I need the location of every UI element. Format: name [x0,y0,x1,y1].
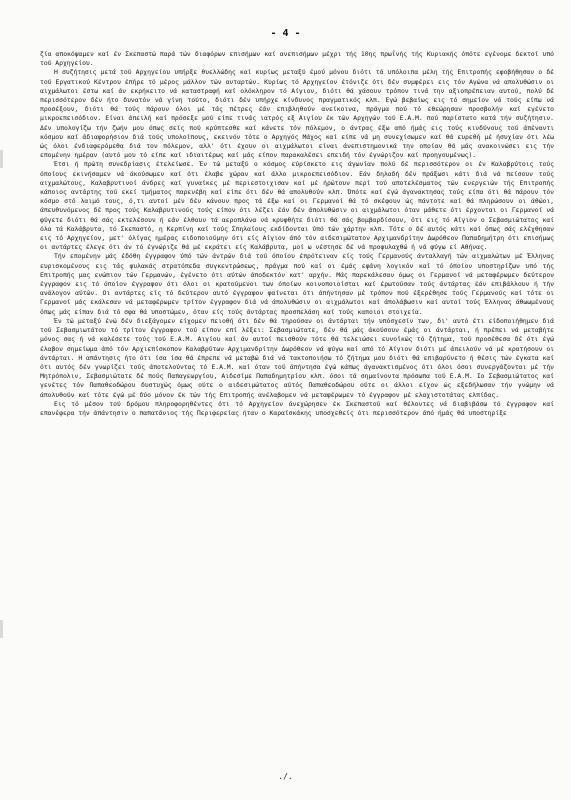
paragraph: Εις τό μέσον τού δρόμου πληροφορηθέντες ότι τό Αρχηγείον άνεχώρησεν έκ Σκεπαστού καί θέλοντες νά διαβιβάσω τό έγγραφον καί επανέφερα τήν άπάντησιν ο παπατάνιος τής Περιφερείας ήταν ο Καραϊσκάκης υποσχεθείς ότι περισσότερον άπό ήμάς θά υποστηρίξε [40,399,554,417]
paragraph: ζία αποκόψαμεν καί έν Σκεπαστώ παρά τών διαφόρων επισήμων καί ανεπισήμων μέχρι τής 10ης πρωΐνής τής Κυριακής όπότε εγένομε δεκτοί υπό τού Αρχηγείου. [40,50,554,68]
page-edge-mark [0,150,3,168]
paragraph: Η συζήτησις μετά τού Αρχηγείου υπήρξε θυελλώδης καί κυρίως μεταξύ έμού μόνου διότι τά υπόλοιπα μέλη τής Επιτροπής εφοβήθησαν ο δέ τού Εργατικού Κέντρου έπήρε τό μέρος μάλλον τών ανταρτών. Κυρίως τό Αρχηγείον έτόνιζε ότι δέν συμφέρει εις τόν Αγώνα νά απολυθώσιν οι αιχμάλωτοι έστω καί άν εκρήκειτο νά καταστραφή καί ολόκληρον τό Αίγιον, διότι θά χάσουν τρόπον τινά την αξιοπρέπειαν αυτού, πολύ δέ περισσότερον δέν ήτο δυνατόν νά γίνη τούτο, διότι δέν υπήρχε κίνδυνος πραγματικός κλπ. Εγώ βεβαίως εις τό σημείον νά τούς είπω νά προσέξουν, διότι θά τούς πάρουν όλοι μέ τάς πέτρες έάν επιβληθούν ανείκοινα, πράγμα πού τό εθεώρησαν προσβολήν καί εγένετο μικροεπεισόδιον. Είναι άπειλή καί πρόσεξε μού είπε τινάς ιατρός εξ Αιγίου έκ τών Αρχηγών τού Ε.Α.Μ. πού παρίστατο κατά τήν συζήτησιν. Δέν υπολογίζω τήν ζωήν μου όπως σείς πού κρύπτεσθε καί κάνετε τόν πόλεμον, ο άντρας έξω από ήμάς εις τούς κινδύνους τού άπέναντι κόσμου καί άδιαφορήσιον διά τούς υπολοίπους, εκεινόν τότε ο Αρχηγός Μάχος καί είπε νά μη συνεχίσωμεν καί θά ευρεθή μέ ήσυχίαν ότι λέω ώς όλοι ένδιαφερόμεθα διά τον πόλεμον, αλλ' ότι έχουν οι αιχμάλωτοι είναι άνεπιστημονικά την οποίαν θά μάς ανακοινώσει εις τήν επομένην ημέραν (αυτό μου τό είπε καί ιδιαιτέρως καί μάς είπον παρακαλέσει επειδή τόν έγνώριζον καί προηγουμένως). [40,68,554,160]
page-edge-mark [0,620,3,638]
paragraph: Έτσι ή πρώτη συνεδρίασις έτελείωσε. Έν τώ μεταξύ ο κόσμος εύρίσκετο εις άγωνίαν πολύ δέ περισσότερον οι έν Καλαβρύτοις τούς όποίους εκινήσαμεν νά άκούσωμεν καί ότι έλαβε χώραν καί άλλο μικροεπεισόδιον. Εάν δηλαδή δέν πράξωσι κάτι διά νά πείσουν τούς αιχμαλώτους, Καλαβρυτινοί άνδρες καί γυναίκες μέ περιεστοιχισαν καί μέ ήρώτουν περί τού αποτελέσματος τών ενεργειών τής Επιτροπής κάποιος αντάρτης τού εκεί τμήματος παρενέβη καί είπε ότι δέν θά απολυθούν κλπ. Όπότε καί έγώ άγανακτησας τούς είπα ότι θά πάρουν τόν κόσμο στό λαιμό τους, ό,τι αυτοί μέν δέν κάνουν προς τά έξω καί οι Γερμανοί θά τό σκέφουν ώς πάντοτε καί θά πληρώσουν οι άθώοι, άπευθυνόμενος δέ προς τούς Καλαβρυτινούς τούς είπον ότι λέζει έάν δέν άπολυθώσιν οι αιχμάλωτοι όταν μάθετε ότι έρχονται οι Γερμανοί νά φύγετε διότι θά σάς εκτελέσουν ή εάν έλθουν τά αεροπλάνα νά κρυφθήτε διότι θά σάς βομβαρδίσουν, ότι εις τό Αίγιον ο Σεβασμιώτατος καί όλα τά Καλάβρυτα, τό Σκεπαστό, η Κερπίνη καί τούς Σπηλαίους εκδίδονται ύπό τών χάρτην κλπ. Τότε ο δέ αυτός κάτι καί όπως σάς ελέχθησαν εις τό Αρχηγείον, μετ' όλίγας ημέρας ειδοποιούμην ότι είς Αίγιον άπό τόν αιδεσιμώτατον Αρχιμανδρίτην Δωρόθεον Παπαδημήτρη ότι επισήμως οι αντάρτες έλεγε ότι άν τό έγνώριζε θά μέ εκράτει είς Καλάβρυτα, μοί ω νέστησε δέ νά προφυλαχθώ ή νά φύγω εί Αθήνας. [40,160,554,252]
document-body [40,50,554,418]
paragraph: Τήν επομένην μάς έδόθη έγγραφον ύπό τών άντρών διά τού όποίου έπρότειναν είς τούς Γερμανούς άνταλλαγή τών αιχμαλώτων μέ Έλληνας ευρισκομένους εις τάς φυλακάς στρατόπεδα συγκεντρώσεως, πράγμα πού καί οι έμάς εφάνη λογικόν καί τό όποίον υποστηρίζων υπό τής Επιτροπής μας ενώπιον τών Γερμανών, έγένετο ότι αύτών άποδεκτόν κατ' αρχήν. Μάς παρεκάλεσαν όμως οι Γερμανοί νά μεταφέρωμεν δεύτερον έγγραφον εις τό όποίον έγγραφον ότι όλοι οι κρατούμενοι των όποίων κοινοποιοίσται καί έρωτούσαν τούς άντάρτας έάν επιβάλλουν ή τήν ανάλογον αύτών. Οι αντάρτες είς τό δεύτερον αυτό έγγραφον φαίνεται ότι άπήντησαν μέ τρόπον πού έξερέθησε τούς Γερμανούς καί τότε οι Γερμανοί μάς εκάλεσαν νά μεταφέρωμεν τρίτον έγγραφον διά νά άπολυθώσιν οι αιχμάλωτοι καί άπολάβωσιν καί αυτοί τούς Έλληνας άθωωμένους όπως μάς είπαν διά τό σφα θά υποστώμεν, όταν είς τούς άντάρτας προσπελάση καί τούς καποιοι στοιχεία. [40,252,554,316]
paragraph: Έν τώ μεταξύ ένώ δέν διεξάγομεν είχομεν πειοθή ότι δέν θά τηρούσαν οι άντάρται τήν υπόσχεσίν των, δι' αυτό έτι είδοποιήθημεν διά τού Σεβασμιωτάτου τό τρίτον έγγραφον τού είπον επί λέξει: Σεβασμιώτατε, δέν θά μάς άκούσουν έμάς οι άντάρται, ή πρέπει νά μεταβήτε μόνος σας ή νά καλέσετε τούς τού Ε.Α.Μ. Αιγίου καί άν αυτοί πεισθούν τότε θά τελειώσει ευνοϊκώς τό ζήτημα, τού προσέθεσα δέ ότι έγώ έλαβον σημείωμα άπό τόν Αρχιεπίσκοπον Καλαβρύτων Αρχιμανδρίτην Δωρόθεον νά φύγω καί από τό Αίγιον διότι μέ άπειλούν νά μέ κρατήσουν οι άντάρται. Η απάντησις ήτο ότι ίσα ίσα θά έπρεπε νά μεταβώ διά νά τακτοποιήσω τό ζήτημα μου διότι θά επιβαρύνετο ή θέσις τών έγκατα καί ότι αυτός δέν γνωρίζει τούς άποτελούντας τό Ε.Α.Μ. καί όταν τού άπήντησα έγώ κάπως άγανακτισμένος ότι όλοι όσοι συνεργάζονται μέ τήν Μητρόπολιν, Σεβασμιώτατε δέ πούς Παπαγεωργίου, Αιδεσίμε Παπαδημητρίου κλπ. όσοι τά σημαίνοντα πρόσωπα τού Ε.Α.Μ. Ιο Σεβασμιώτατος καί γενέτες τόν Παπαθεοδώρου δυστυχώς όμως ούτε ο αιδεσιμώτατος αύτός Παπαθεοδώρου ούτε οι άλλοι είχον ώς εξεδήλωσαν τήν γνώμην νά άπολυθούν καί τότε έγώ μέ δύο μόνον έκ τών τής Επιτροπής ανέλαβομεν νά μεταφέρωμεν τό έγγραφον μέ ελαχιστοτάτας ελπίδας. [40,316,554,399]
page-number: - 4 - [270,28,301,39]
closing-mark: ./. [278,772,293,781]
